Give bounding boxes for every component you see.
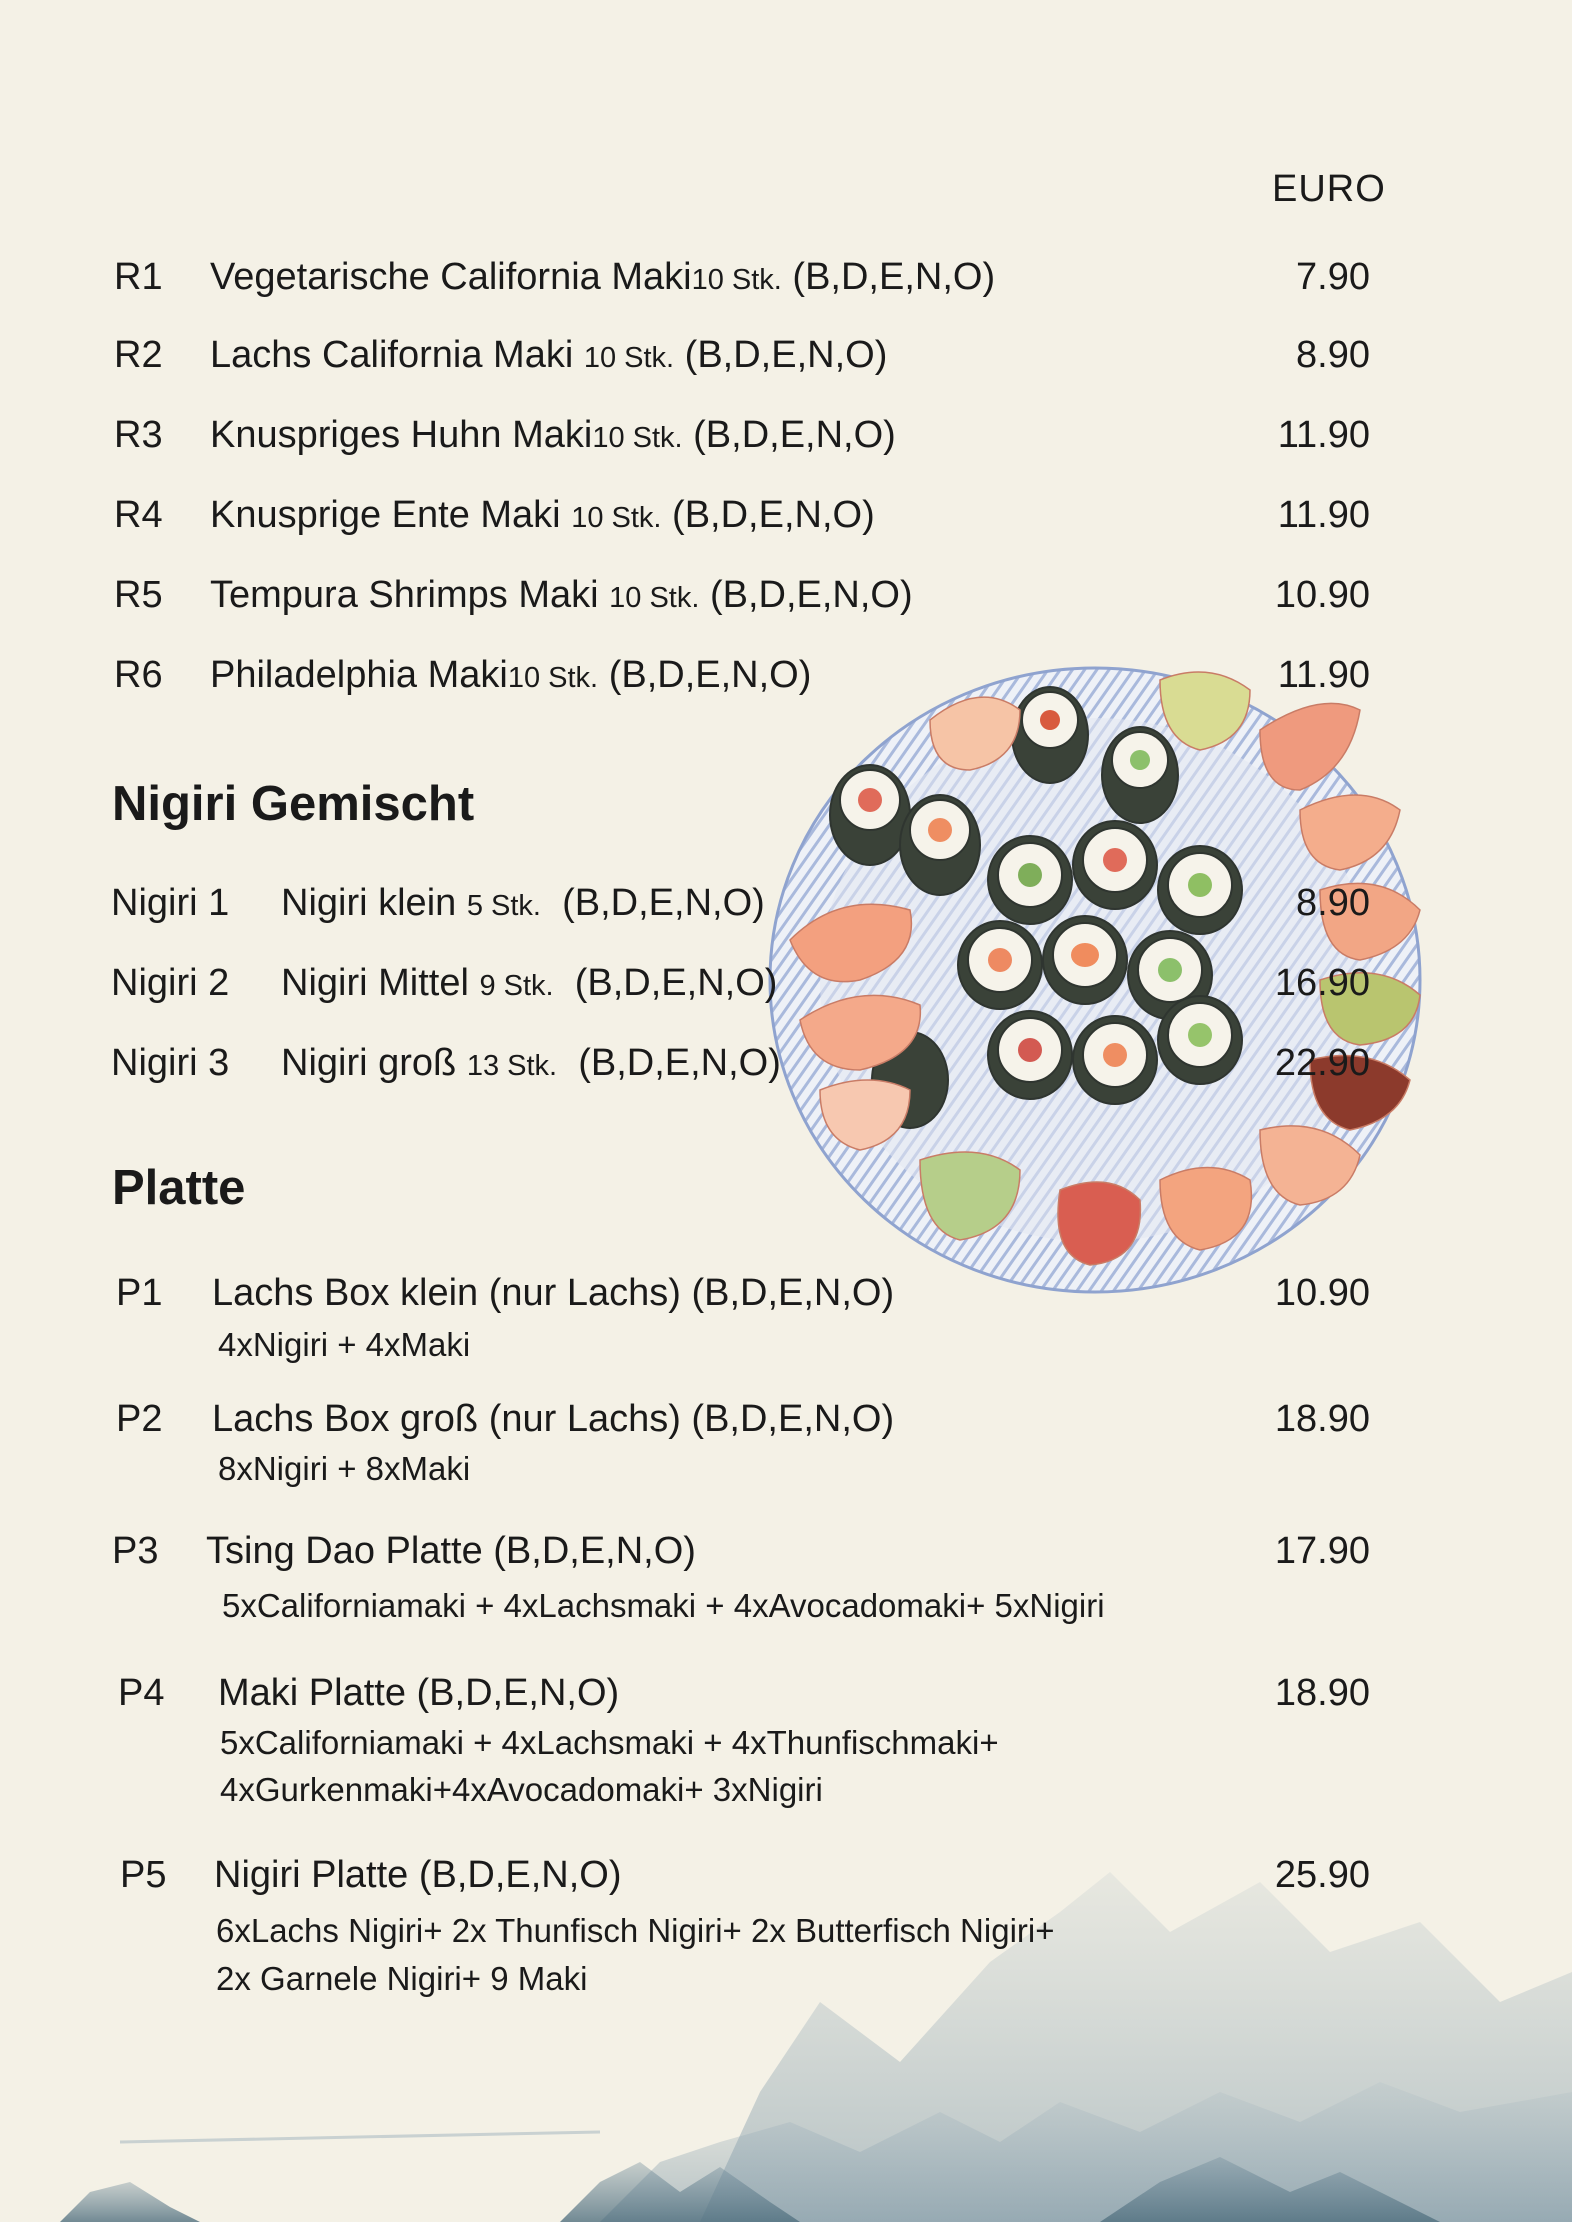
item-code: P1 — [116, 1272, 163, 1314]
list-item — [0, 1042, 1572, 1092]
section-title-nigiri: Nigiri Gemischt — [112, 777, 475, 831]
item-allergens: (B,D,E,N,O) — [672, 494, 875, 536]
currency-header: EURO — [1272, 168, 1386, 210]
item-qty: 10 Stk. — [609, 582, 700, 614]
list-item — [0, 494, 1572, 544]
item-price: 10.90 — [1274, 1272, 1370, 1314]
list-item — [0, 256, 1572, 306]
item-name: Tsing Dao Platte (B,D,E,N,O) — [206, 1530, 696, 1572]
item-allergens: (B,D,E,N,O) — [574, 962, 778, 1004]
item-allergens: (B,D,E,N,O) — [693, 414, 896, 456]
item-description: 4xNigiri + 4xMaki — [218, 1326, 471, 1363]
item-description: 2x Garnele Nigiri+ 9 Maki — [216, 1960, 588, 1997]
item-code: R4 — [114, 494, 163, 536]
item-price: 18.90 — [1274, 1398, 1370, 1440]
item-allergens: (B,D,E,N,O) — [608, 654, 812, 696]
item-qty: 10 Stk. — [583, 342, 675, 374]
item-price: 7.90 — [1296, 256, 1370, 298]
item-code: R1 — [114, 256, 163, 298]
item-allergens: (B,D,E,N,O) — [684, 334, 888, 376]
item-name: Nigiri Mittel 9 Stk. (B,D,E,N,O) — [281, 962, 778, 1004]
item-name: Nigiri Platte (B,D,E,N,O) — [214, 1854, 622, 1896]
item-name: Philadelphia Maki10 Stk. (B,D,E,N,O) — [210, 654, 812, 696]
item-name: Knusprige Ente Maki 10 Stk. (B,D,E,N,O) — [210, 494, 875, 536]
item-price: 11.90 — [1277, 654, 1370, 696]
item-qty: 10 Stk. — [571, 502, 662, 534]
item-code: P5 — [120, 1854, 167, 1896]
item-code: Nigiri 2 — [111, 962, 230, 1004]
item-qty: 10 Stk. — [507, 662, 599, 694]
item-description: 8xNigiri + 8xMaki — [218, 1450, 471, 1487]
item-qty: 9 Stk. — [479, 970, 554, 1002]
list-item — [0, 1398, 1572, 1448]
item-name: Lachs Box groß (nur Lachs) (B,D,E,N,O) — [212, 1398, 895, 1440]
item-price: 18.90 — [1274, 1672, 1370, 1714]
item-code: P2 — [116, 1398, 163, 1440]
item-allergens: (B,D,E,N,O) — [562, 882, 765, 924]
list-item — [0, 1272, 1572, 1322]
list-item — [0, 334, 1572, 384]
item-name: Nigiri klein 5 Stk. (B,D,E,N,O) — [281, 882, 765, 924]
list-item — [0, 574, 1572, 624]
item-description: 6xLachs Nigiri+ 2x Thunfisch Nigiri+ 2x Butterfisch Nigiri+ — [216, 1912, 1055, 1949]
item-allergens: (B,D,E,N,O) — [578, 1042, 781, 1084]
item-name: Lachs Box klein (nur Lachs) (B,D,E,N,O) — [212, 1272, 895, 1314]
list-item — [0, 1854, 1572, 1904]
item-name: Lachs California Maki 10 Stk. (B,D,E,N,O) — [210, 334, 888, 376]
item-name: Tempura Shrimps Maki 10 Stk. (B,D,E,N,O) — [210, 574, 913, 616]
item-description: 5xCaliforniamaki + 4xLachsmaki + 4xAvocadomaki+ 5xNigiri — [222, 1587, 1105, 1624]
item-name: Knuspriges Huhn Maki10 Stk. (B,D,E,N,O) — [210, 414, 896, 456]
item-code: Nigiri 1 — [111, 882, 230, 924]
item-qty: 5 Stk. — [466, 890, 541, 922]
item-name: Nigiri groß 13 Stk. (B,D,E,N,O) — [281, 1042, 781, 1084]
item-code: P4 — [118, 1672, 165, 1714]
item-price: 11.90 — [1277, 414, 1370, 456]
list-item — [0, 654, 1572, 704]
list-item — [0, 962, 1572, 1012]
list-item — [0, 1530, 1572, 1580]
item-code: R3 — [114, 414, 163, 456]
item-code: P3 — [112, 1530, 159, 1572]
item-qty: 10 Stk. — [691, 264, 782, 296]
list-item — [0, 414, 1572, 464]
item-qty: 10 Stk. — [592, 422, 683, 454]
item-code: R6 — [114, 654, 163, 696]
item-code: Nigiri 3 — [111, 1042, 230, 1084]
item-allergens: (B,D,E,N,O) — [709, 574, 913, 616]
item-code: R2 — [114, 334, 163, 376]
item-name: Maki Platte (B,D,E,N,O) — [218, 1672, 620, 1714]
item-price: 10.90 — [1274, 574, 1370, 616]
item-code: R5 — [114, 574, 163, 616]
item-price: 8.90 — [1296, 334, 1370, 376]
item-description: 5xCaliforniamaki + 4xLachsmaki + 4xThunfischmaki+ — [220, 1724, 999, 1761]
item-price: 22.90 — [1274, 1042, 1370, 1084]
item-allergens: (B,D,E,N,O) — [792, 256, 996, 298]
item-qty: 13 Stk. — [466, 1050, 558, 1082]
section-title-platte: Platte — [112, 1161, 246, 1215]
item-price: 17.90 — [1274, 1530, 1370, 1572]
list-item — [0, 882, 1572, 932]
item-name: Vegetarische California Maki10 Stk. (B,D,E,N,O) — [210, 256, 996, 298]
item-price: 8.90 — [1296, 882, 1370, 924]
item-price: 25.90 — [1274, 1854, 1370, 1896]
list-item — [0, 1672, 1572, 1722]
item-price: 11.90 — [1277, 494, 1370, 536]
item-price: 16.90 — [1274, 962, 1370, 1004]
item-description: 4xGurkenmaki+4xAvocadomaki+ 3xNigiri — [220, 1771, 823, 1808]
